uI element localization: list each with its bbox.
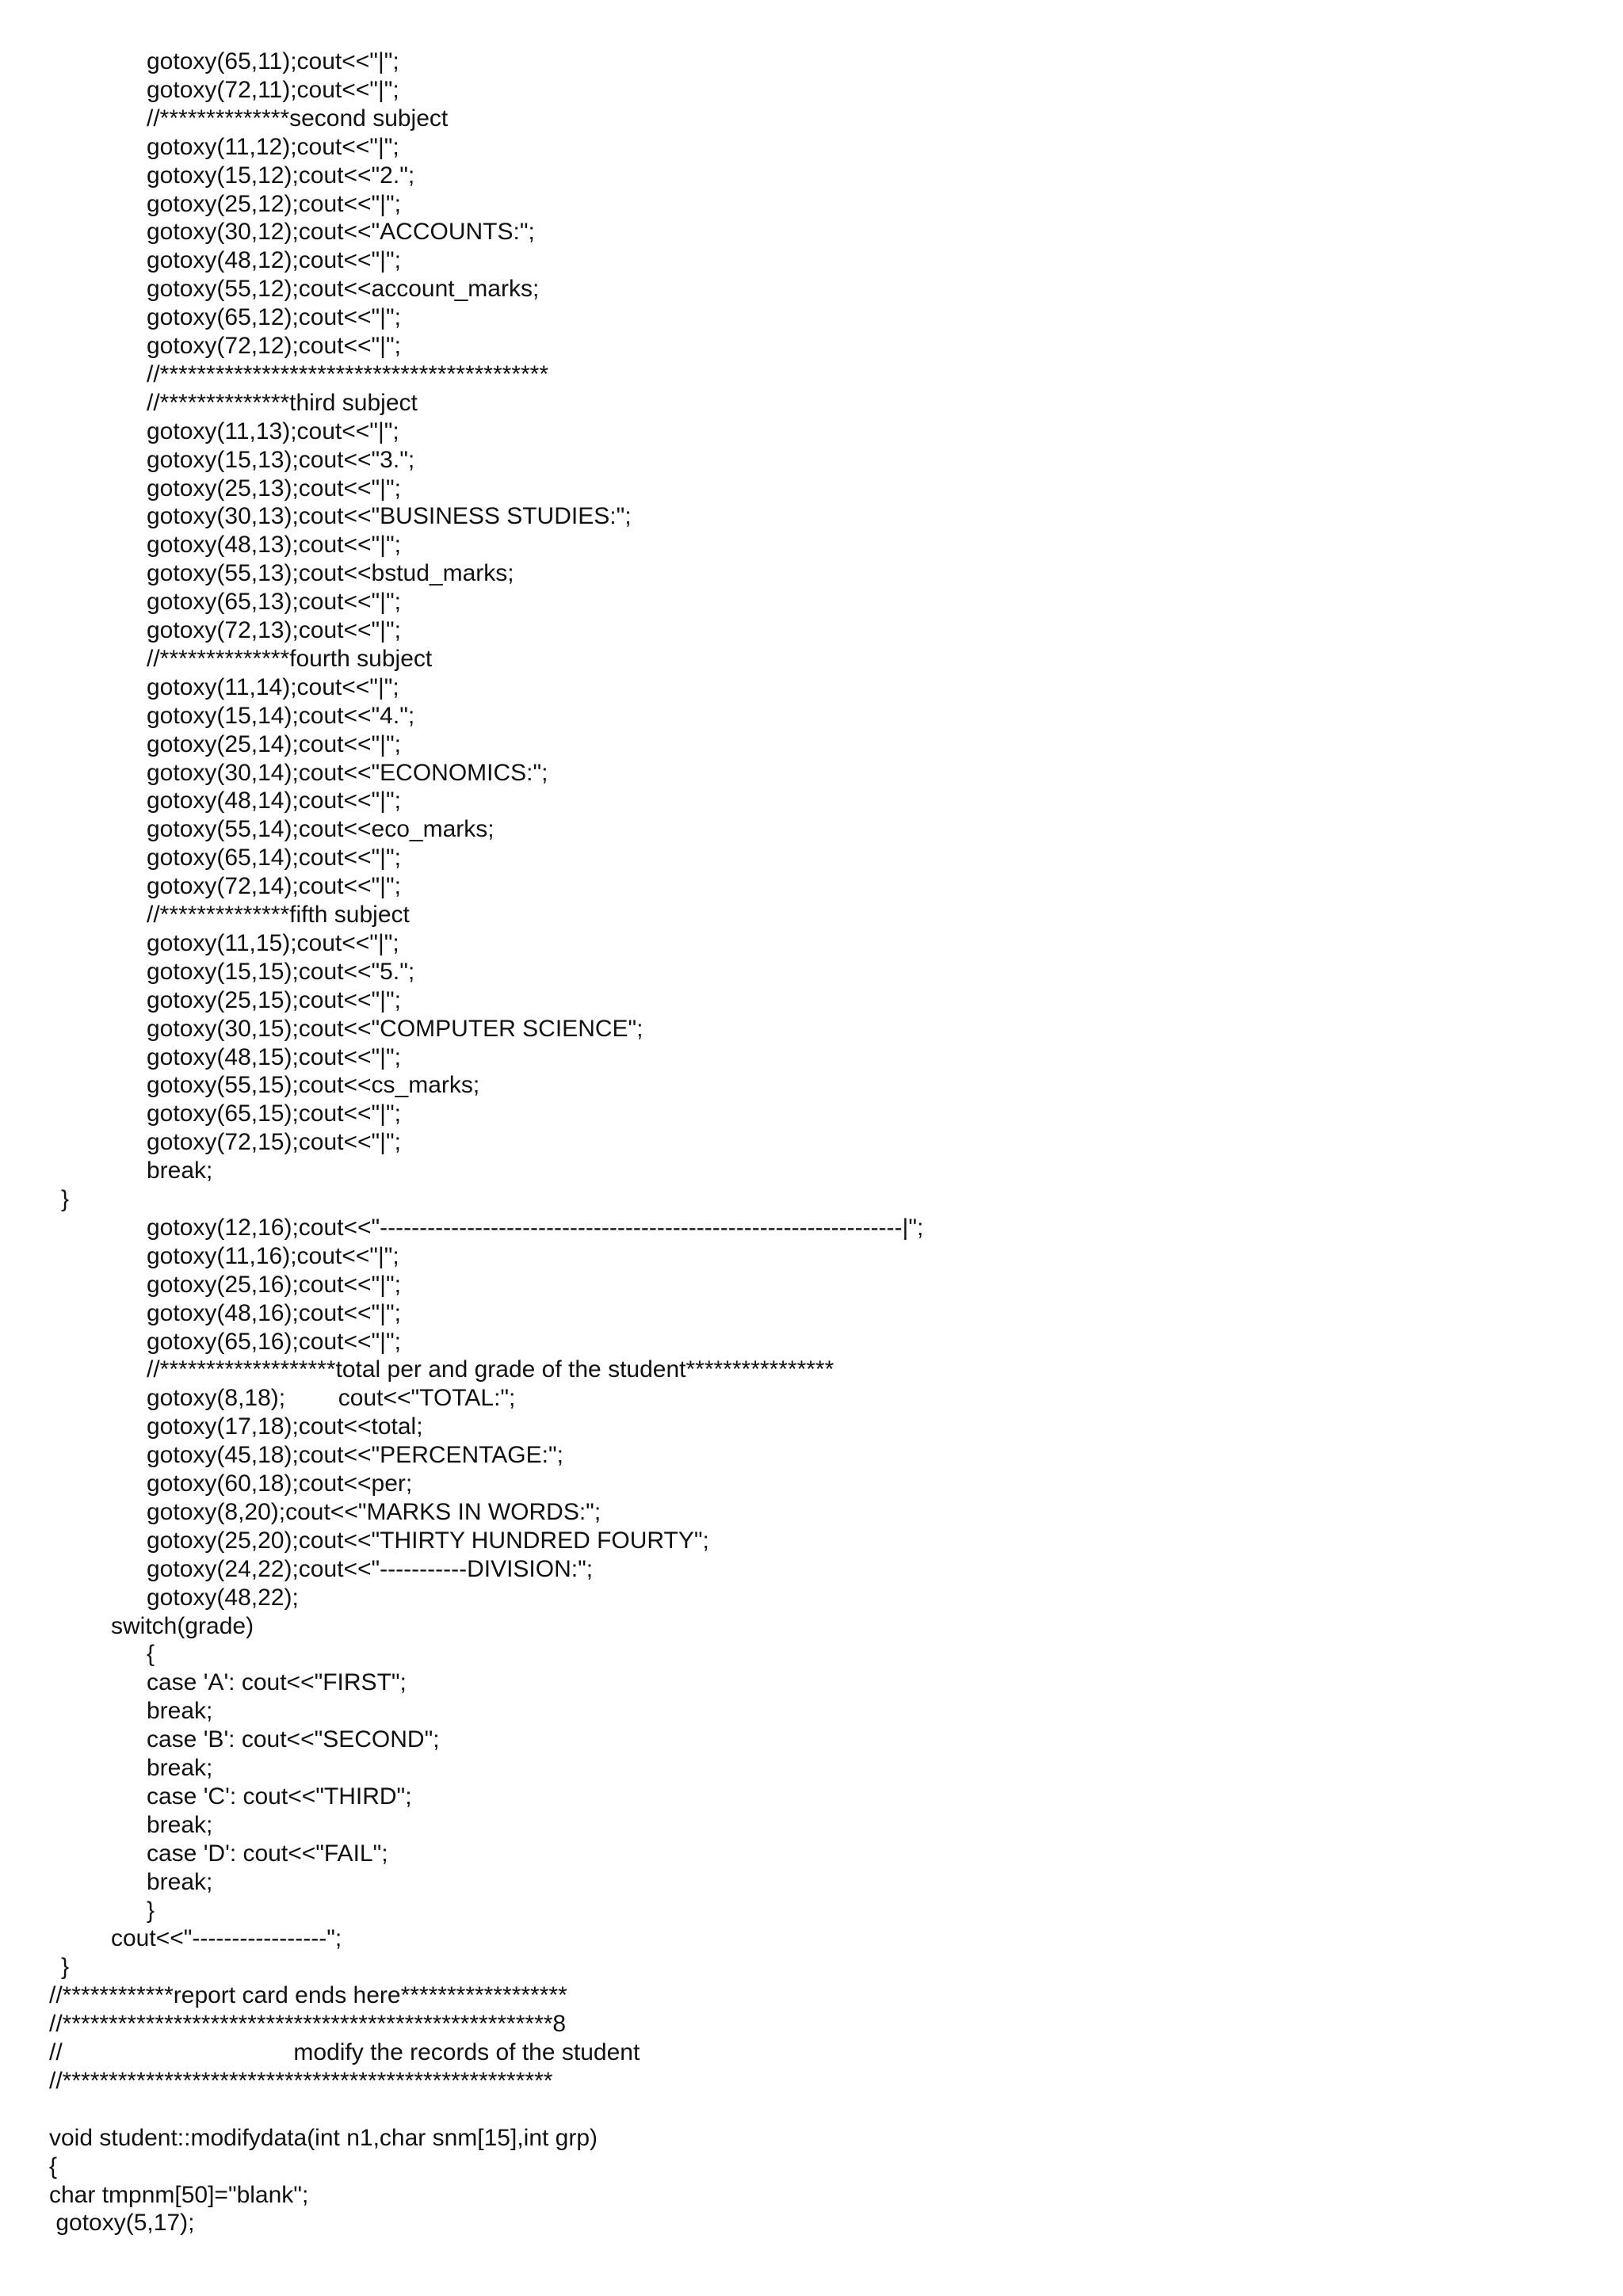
code-line: //*******************total per and grade of the student**************** [147, 1356, 834, 1383]
code-line: void student::modifydata(int n1,char snm[15],int grp) [49, 2125, 598, 2151]
code-line: gotoxy(55,14);cout<<eco_marks; [147, 816, 495, 842]
code-line: switch(grade) [111, 1613, 254, 1639]
code-line: char tmpnm[50]="blank"; [49, 2182, 309, 2208]
code-line: gotoxy(45,18);cout<<"PERCENTAGE:"; [147, 1442, 563, 1468]
code-line: case 'D': cout<<"FAIL"; [147, 1840, 388, 1867]
code-line: //*****************************************************8 [49, 2011, 567, 2037]
code-line: gotoxy(48,14);cout<<"|"; [147, 788, 401, 814]
code-line: gotoxy(15,12);cout<<"2."; [147, 162, 415, 189]
code-line: gotoxy(30,12);cout<<"ACCOUNTS:"; [147, 219, 535, 245]
code-line: gotoxy(25,13);cout<<"|"; [147, 475, 401, 502]
code-line: gotoxy(65,12);cout<<"|"; [147, 304, 401, 330]
code-line: gotoxy(11,14);cout<<"|"; [147, 674, 399, 700]
code-line: gotoxy(55,12);cout<<account_marks; [147, 276, 540, 302]
code-line: } [61, 1954, 70, 1980]
code-line: gotoxy(72,14);cout<<"|"; [147, 873, 401, 899]
code-line: gotoxy(60,18);cout<<per; [147, 1470, 413, 1497]
code-line: gotoxy(17,18);cout<<total; [147, 1413, 423, 1440]
code-line: gotoxy(72,11);cout<<"|"; [147, 77, 399, 103]
code-line: { [49, 2153, 58, 2180]
code-line: gotoxy(30,15);cout<<"COMPUTER SCIENCE"; [147, 1016, 643, 1042]
code-line: gotoxy(48,13);cout<<"|"; [147, 532, 401, 558]
code-line: case 'C': cout<<"THIRD"; [147, 1783, 412, 1810]
code-line: gotoxy(11,15);cout<<"|"; [147, 930, 399, 956]
code-line: gotoxy(8,20);cout<<"MARKS IN WORDS:"; [147, 1499, 601, 1525]
code-line: // modify the records of the student [49, 2039, 640, 2065]
code-line: gotoxy(11,13);cout<<"|"; [147, 418, 399, 444]
code-line: gotoxy(48,15);cout<<"|"; [147, 1044, 401, 1070]
code-line: //**************second subject [147, 105, 449, 132]
code-line: gotoxy(25,14);cout<<"|"; [147, 731, 401, 757]
code-line: //**************fifth subject [147, 902, 410, 928]
code-line: gotoxy(65,11);cout<<"|"; [147, 48, 399, 74]
code-line: gotoxy(15,14);cout<<"4."; [147, 703, 415, 729]
code-line: //************report card ends here****************** [49, 1982, 567, 2008]
code-line: gotoxy(11,12);cout<<"|"; [147, 134, 399, 160]
code-line: case 'A': cout<<"FIRST"; [147, 1669, 407, 1695]
code-line: gotoxy(25,20);cout<<"THIRTY HUNDRED FOURTY"; [147, 1527, 709, 1554]
code-line: gotoxy(65,14);cout<<"|"; [147, 845, 401, 871]
code-line: gotoxy(25,16);cout<<"|"; [147, 1272, 401, 1298]
code-line: gotoxy(30,14);cout<<"ECONOMICS:"; [147, 760, 548, 786]
code-line: gotoxy(8,18); cout<<"TOTAL:"; [147, 1385, 516, 1411]
code-line: gotoxy(5,17); [49, 2210, 195, 2236]
code-line: gotoxy(72,12);cout<<"|"; [147, 333, 401, 359]
code-line: { [147, 1641, 155, 1667]
code-line: gotoxy(48,12);cout<<"|"; [147, 247, 401, 273]
code-line: gotoxy(12,16);cout<<"------------------------------------------------------------------|"; [147, 1215, 924, 1241]
code-line: break; [147, 1698, 213, 1724]
code-line: gotoxy(15,15);cout<<"5."; [147, 959, 415, 985]
code-line: break; [147, 1158, 213, 1184]
code-line: gotoxy(30,13);cout<<"BUSINESS STUDIES:"; [147, 503, 632, 529]
code-line: break; [147, 1812, 213, 1838]
code-line: gotoxy(72,13);cout<<"|"; [147, 617, 401, 643]
code-line: gotoxy(65,15);cout<<"|"; [147, 1100, 401, 1127]
code-line: gotoxy(55,15);cout<<cs_marks; [147, 1072, 480, 1098]
code-line: } [147, 1897, 155, 1924]
code-line: //**************third subject [147, 390, 418, 416]
code-line: gotoxy(25,15);cout<<"|"; [147, 987, 401, 1013]
code-line: //**************fourth subject [147, 646, 433, 672]
code-line: gotoxy(55,13);cout<<bstud_marks; [147, 560, 514, 586]
code-line: cout<<"-----------------"; [111, 1925, 342, 1951]
code-line: gotoxy(15,13);cout<<"3."; [147, 447, 415, 473]
code-line: gotoxy(11,16);cout<<"|"; [147, 1243, 399, 1269]
code-line: gotoxy(72,15);cout<<"|"; [147, 1129, 401, 1155]
code-line: gotoxy(24,22);cout<<"-----------DIVISION:"; [147, 1556, 594, 1582]
code-line: } [61, 1186, 70, 1212]
code-line: gotoxy(48,16);cout<<"|"; [147, 1300, 401, 1326]
code-line: gotoxy(65,16);cout<<"|"; [147, 1329, 401, 1355]
code-line: gotoxy(25,12);cout<<"|"; [147, 191, 401, 217]
code-line: gotoxy(65,13);cout<<"|"; [147, 589, 401, 615]
code-line: break; [147, 1755, 213, 1781]
code-line: break; [147, 1869, 213, 1895]
code-line: //****************************************** [147, 361, 549, 387]
code-line: //***************************************************** [49, 2068, 553, 2094]
code-line: gotoxy(48,22); [147, 1585, 299, 1611]
code-line: case 'B': cout<<"SECOND"; [147, 1726, 440, 1753]
